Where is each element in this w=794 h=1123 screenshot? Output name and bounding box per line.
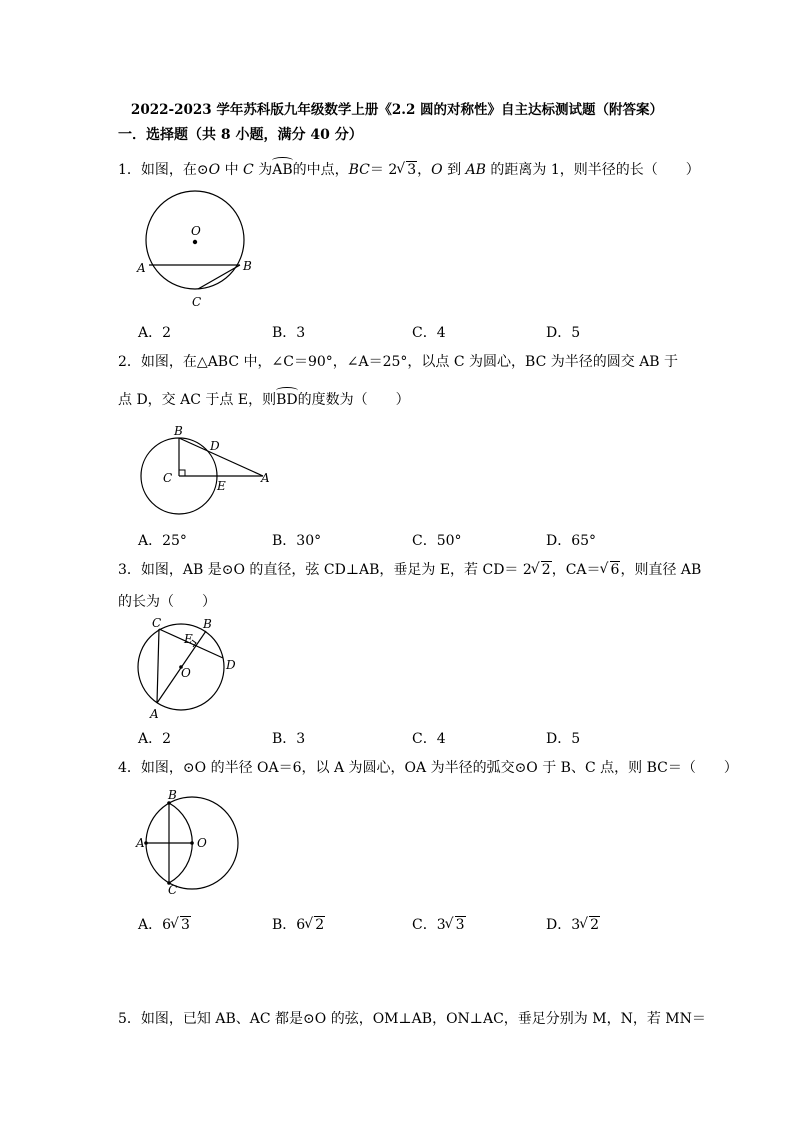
label-a: A bbox=[136, 836, 145, 850]
option-c: C．3√ 3 bbox=[412, 914, 466, 934]
option-b: B．3 bbox=[272, 731, 306, 747]
option-c: C．50° bbox=[412, 533, 462, 549]
label-b: B bbox=[243, 259, 252, 273]
question-1-figure bbox=[130, 188, 260, 313]
label-o: O bbox=[197, 836, 207, 850]
sqrt-symbol: √ 2 bbox=[580, 917, 600, 933]
sqrt-symbol: √ 6 bbox=[601, 560, 621, 580]
label-c: C bbox=[152, 616, 162, 630]
option-b: B．6√ 2 bbox=[272, 914, 325, 934]
arc-symbol: AB bbox=[272, 162, 293, 178]
question-3-figure bbox=[130, 612, 250, 722]
sqrt-symbol: √ 2 bbox=[305, 917, 325, 933]
arc-symbol: BD bbox=[276, 392, 298, 408]
question-3-line-2: 的长为（ ） bbox=[118, 594, 216, 610]
label-e: E bbox=[217, 479, 226, 493]
sqrt-symbol: √ 3 bbox=[446, 917, 466, 933]
option-a: A．6√ 3 bbox=[138, 914, 191, 934]
label-d: D bbox=[210, 439, 220, 453]
label-a: A bbox=[261, 471, 270, 485]
option-d: D．5 bbox=[546, 731, 581, 747]
question-2-line-2: 点 D，交 AC 于点 E，则BD的度数为（ ） bbox=[118, 392, 410, 408]
option-b: B．30° bbox=[272, 533, 322, 549]
document-title: 2022-2023 学年苏科版九年级数学上册《2.2 圆的对称性》自主达标测试题（附答案） bbox=[130, 102, 664, 118]
question-3-line-1: 3．如图，AB 是⊙O 的直径，弦 CD⊥AB，垂足为 E，若 CD＝ 2√ 2，CA＝√ 6，则直径 AB bbox=[118, 560, 701, 580]
question-5-text: 5．如图，已知 AB、AC 都是⊙O 的弦，OM⊥AB，ON⊥AC，垂足分别为 M，N，若 MN＝ bbox=[118, 1011, 706, 1027]
option-d: D．5 bbox=[546, 325, 581, 341]
question-2-line-1: 2．如图，在△ABC 中，∠C＝90°，∠A＝25°，以点 C 为圆心，BC 为半径的圆交 AB 于 bbox=[118, 354, 679, 370]
label-b: B bbox=[174, 424, 183, 438]
option-d: D．3√ 2 bbox=[546, 914, 600, 934]
label-c: C bbox=[168, 883, 178, 897]
question-1-text: 1．如图，在⊙O 中 C 为AB的中点，BC＝ 2√ 3，O 到 AB 的距离为 1，则半径的长（ ） bbox=[118, 160, 700, 180]
sqrt-symbol: √ 3 bbox=[397, 160, 417, 180]
option-a: A．2 bbox=[138, 325, 172, 341]
option-a: A．25° bbox=[138, 533, 187, 549]
label-e: E bbox=[184, 632, 193, 646]
label-o: O bbox=[181, 666, 191, 680]
label-d: D bbox=[226, 658, 236, 672]
option-c: C．4 bbox=[412, 325, 446, 341]
option-a: A．2 bbox=[138, 731, 172, 747]
question-4-text: 4．如图，⊙O 的半径 OA＝6，以 A 为圆心，OA 为半径的弧交⊙O 于 B、C 点，则 BC＝（ ） bbox=[118, 760, 738, 776]
label-c: C bbox=[192, 295, 202, 309]
option-c: C．4 bbox=[412, 731, 446, 747]
section-heading: 一．选择题（共 8 小题，满分 40 分） bbox=[118, 127, 363, 143]
option-b: B．3 bbox=[272, 325, 306, 341]
sqrt-symbol: √ 2 bbox=[532, 560, 552, 580]
label-c: C bbox=[163, 471, 173, 485]
label-a: A bbox=[150, 707, 159, 721]
label-b: B bbox=[203, 617, 212, 631]
question-4-figure bbox=[132, 786, 247, 898]
option-d: D．65° bbox=[546, 533, 597, 549]
question-2-figure bbox=[130, 420, 280, 520]
label-o: O bbox=[191, 224, 201, 238]
label-b: B bbox=[168, 788, 177, 802]
label-a: A bbox=[137, 261, 146, 275]
sqrt-symbol: √ 3 bbox=[171, 917, 191, 933]
